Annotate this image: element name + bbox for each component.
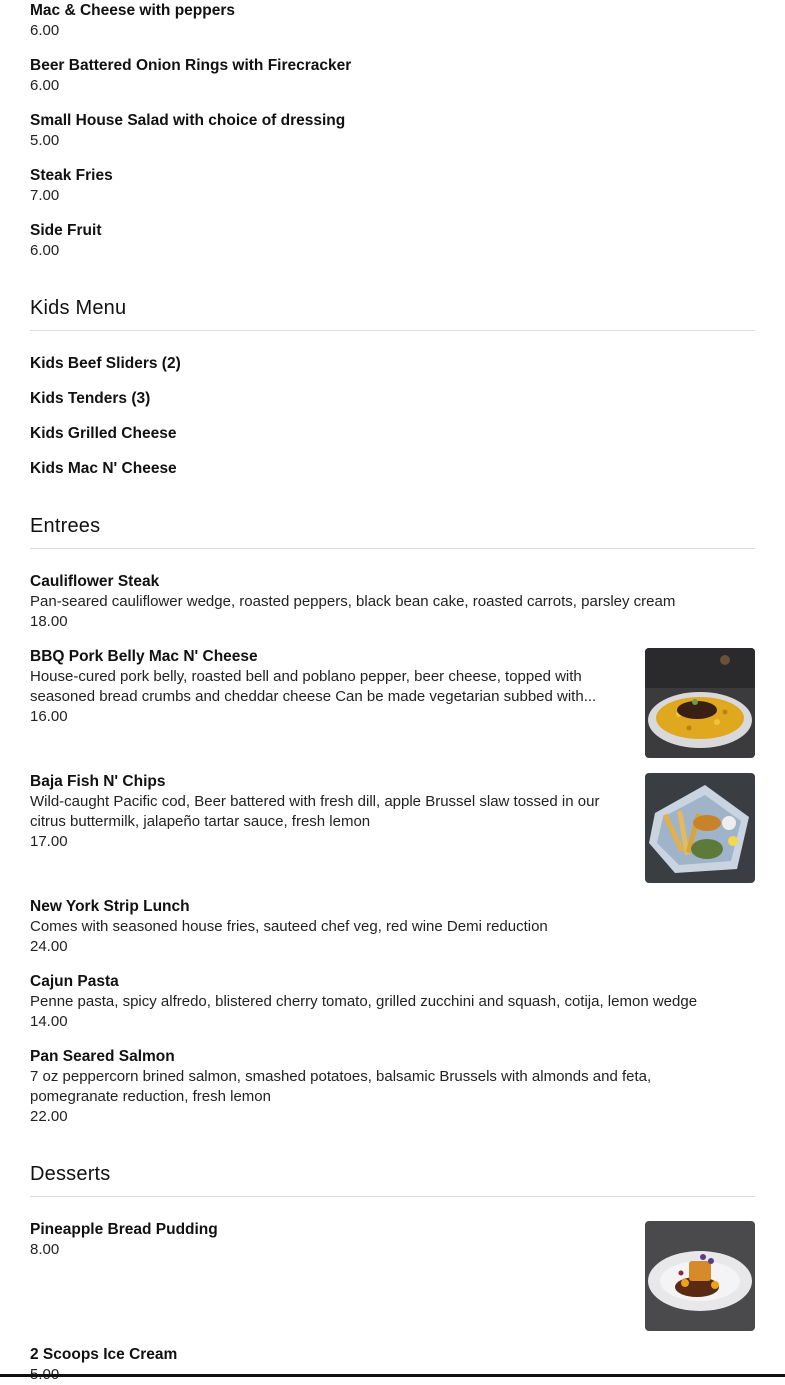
item-name: Mac & Cheese with peppers <box>30 2 236 19</box>
menu-item[interactable] <box>30 459 755 479</box>
item-name: Baja Fish N' Chips <box>30 773 166 790</box>
menu-item[interactable] <box>30 111 755 151</box>
item-name: Pan Seared Salmon <box>30 1048 175 1065</box>
item-name: Kids Beef Sliders (2) <box>30 355 181 372</box>
item-price: 6.00 <box>30 242 60 259</box>
item-name: Beer Battered Onion Rings with Firecracker <box>30 57 352 74</box>
bbq-pork-belly-photo[interactable] <box>645 648 755 758</box>
item-price: 24.00 <box>30 938 68 955</box>
item-name: Cauliflower Steak <box>30 573 160 590</box>
item-name: Cajun Pasta <box>30 973 119 990</box>
item-name: Kids Tenders (3) <box>30 390 151 407</box>
item-name: Pineapple Bread Pudding <box>30 1221 218 1238</box>
item-description: Comes with seasoned house fries, sauteed chef veg, red wine Demi reduction <box>30 918 548 935</box>
item-price: 7.00 <box>30 187 60 204</box>
item-description: Wild-caught Pacific cod, Beer battered with fresh dill, apple Brussel slaw tossed in our citrus buttermilk, jalapeño tartar sauce, fresh lemon <box>30 793 600 830</box>
menu-item[interactable] <box>30 166 755 206</box>
menu-item[interactable] <box>30 56 755 96</box>
item-description: Penne pasta, spicy alfredo, blistered cherry tomato, grilled zucchini and squash, cotija, lemon wedge <box>30 993 698 1010</box>
item-description: 7 oz peppercorn brined salmon, smashed potatoes, balsamic Brussels with almonds and feta, pomegranate reduction, fresh lemon <box>30 1068 652 1105</box>
section-divider <box>30 1196 755 1197</box>
item-name: Small House Salad with choice of dressing <box>30 112 346 129</box>
item-name: BBQ Pork Belly Mac N' Cheese <box>30 648 258 665</box>
item-price: 5.00 <box>30 132 60 149</box>
food-photo-image <box>645 1221 755 1331</box>
item-price: 6.00 <box>30 77 60 94</box>
menu-item[interactable] <box>30 354 755 374</box>
food-photo-image <box>645 648 755 758</box>
item-name: Kids Mac N' Cheese <box>30 460 177 477</box>
item-name: 2 Scoops Ice Cream <box>30 1346 178 1363</box>
section-divider <box>30 330 755 331</box>
menu-item[interactable] <box>30 1 755 41</box>
item-price: 22.00 <box>30 1108 68 1125</box>
item-name: Side Fruit <box>30 222 102 239</box>
menu-item[interactable] <box>30 1047 755 1127</box>
item-price: 16.00 <box>30 708 68 725</box>
item-price: 14.00 <box>30 1013 68 1030</box>
item-price: 18.00 <box>30 613 68 630</box>
baja-fish-chips-photo[interactable] <box>645 773 755 883</box>
item-price: 8.00 <box>30 1241 60 1258</box>
food-photo-image <box>645 773 755 883</box>
item-description: Pan-seared cauliflower wedge, roasted peppers, black bean cake, roasted carrots, parsley cream <box>30 593 676 610</box>
menu-item[interactable] <box>30 1345 755 1385</box>
item-price: 6.00 <box>30 22 60 39</box>
menu-item[interactable] <box>30 389 755 409</box>
menu-item[interactable] <box>30 424 755 444</box>
section-title-desserts: Desserts <box>30 1163 111 1185</box>
menu-item[interactable] <box>30 572 755 632</box>
item-price: 17.00 <box>30 833 68 850</box>
pineapple-bread-pudding-photo[interactable] <box>645 1221 755 1331</box>
item-name: Steak Fries <box>30 167 113 184</box>
section-divider <box>30 548 755 549</box>
section-title-entrees: Entrees <box>30 515 101 537</box>
menu-item[interactable] <box>30 897 755 957</box>
menu-item[interactable] <box>30 972 755 1032</box>
item-name: Kids Grilled Cheese <box>30 425 177 442</box>
item-name: New York Strip Lunch <box>30 898 190 915</box>
item-description: House-cured pork belly, roasted bell and poblano pepper, beer cheese, topped with seasoned bread crumbs and cheddar cheese Can be made vegetarian subbed with... <box>30 668 597 705</box>
menu-item[interactable] <box>30 221 755 261</box>
section-title-kids-menu: Kids Menu <box>30 297 127 319</box>
